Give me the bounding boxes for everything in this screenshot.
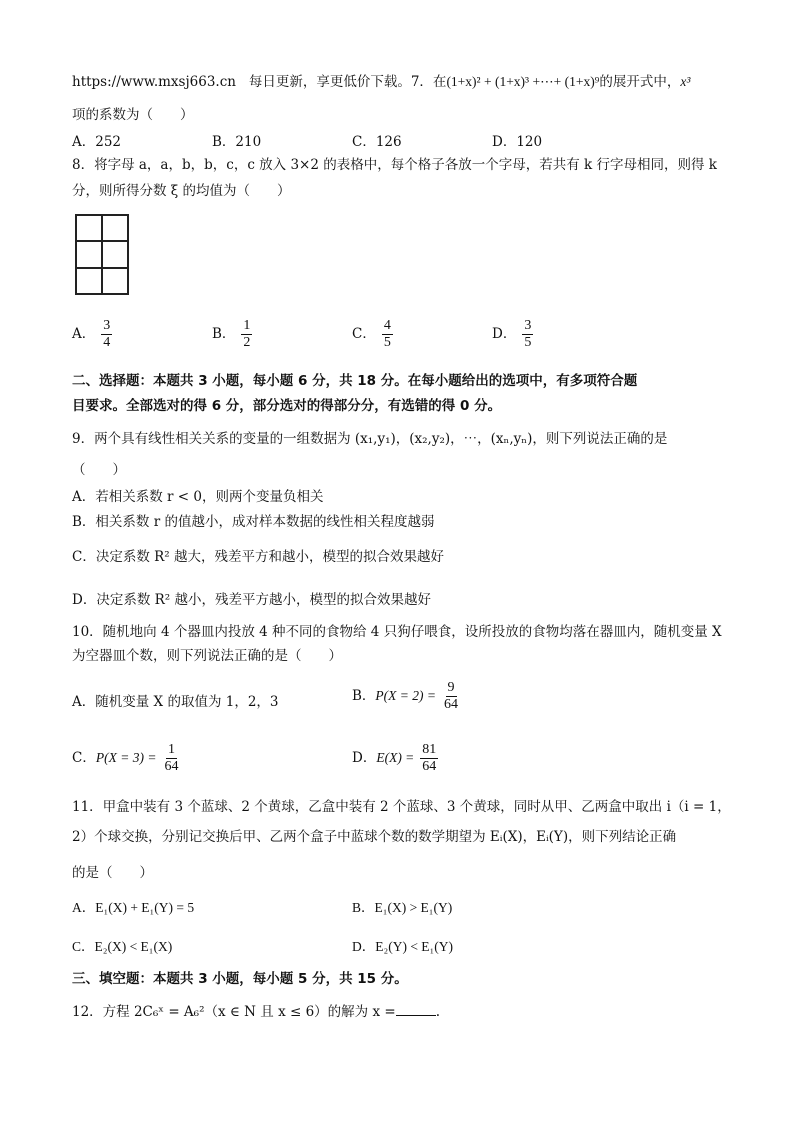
denominator: 5 [383,335,391,350]
q9-option-c[interactable]: C．决定系数 R² 越大，残差平方和越小，模型的拟合效果越好 [72,549,444,565]
fraction [420,742,438,775]
fraction [382,318,393,351]
fraction [162,742,180,775]
option-label: A． [72,326,96,342]
denominator: 5 [524,335,532,350]
denominator: 64 [164,759,179,774]
section2-heading-line2: 目要求。全部选对的得 6 分，部分选对的得部分分，有选错的得 0 分。 [72,398,502,414]
q9-line2: （ ） [72,462,126,478]
numerator: 9 [447,680,455,695]
option-label: D． [352,750,377,766]
q10-line1: 10．随机地向 4 个器皿内投放 4 种不同的食物给 4 只狗仔喂食，设所投放的食物均落在器皿内，随机变量 X [72,624,722,640]
q8-line2: 分，则所得分数 ξ 的均值为（ ） [72,183,291,199]
q7-stem-b: 的展开式中， [599,74,681,90]
q9-option-d[interactable]: D．决定系数 R² 越小，残差平方越小，模型的拟合效果越好 [72,592,431,608]
q11-option-b[interactable]: B．E₁(X) > E₁(Y) [352,900,453,915]
section3-heading: 三、填空题：本题共 3 小题，每小题 5 分，共 15 分。 [72,971,408,987]
q8-table-3x2 [75,214,129,295]
fraction [442,680,460,713]
q12-answer-blank[interactable] [396,1001,436,1016]
numerator: 4 [383,318,391,333]
site-notice: 每日更新，享更低价下载。 [248,74,411,90]
table-cell [76,215,102,241]
q7-line1 [72,71,732,93]
q8-option-b[interactable] [212,318,252,351]
q11-option-a[interactable]: A．E₁(X) + E₁(Y) = 5 [72,900,195,915]
q9-option-a[interactable]: A．若相关系数 r < 0，则两个变量负相关 [72,489,324,505]
option-expression: E(X) = [376,750,415,765]
q10-option-d[interactable] [352,742,438,775]
q12-stem: 12．方程 2C₆ˣ = A₆²（x ∈ N 且 x ≤ 6）的解为 x = [72,1004,396,1020]
q10-option-a[interactable]: A．随机变量 X 的取值为 1，2，3 [72,694,279,710]
denominator: 64 [422,759,437,774]
option-label: C． [352,326,376,342]
numerator: 3 [524,318,532,333]
fraction [522,318,533,351]
q7-expression: (1+x)² + (1+x)³ +⋯+ (1+x)⁹ [446,74,600,89]
q11-option-d[interactable]: D．E₂(Y) < E₁(Y) [352,939,453,954]
option-label: C． [72,750,96,766]
q10-line2: 为空器皿个数，则下列说法正确的是（ ） [72,648,342,664]
option-expression: P(X = 3) = [95,750,157,765]
option-label: B． [212,326,236,342]
q9-line1: 9．两个具有线性相关关系的变量的一组数据为 (x₁,y₁)，(x₂,y₂)，⋯，(xₙ,yₙ)，则下列说法正确的是 [72,431,668,447]
numerator: 1 [243,318,251,333]
option-expression: P(X = 2) = [375,688,437,703]
q8-option-c[interactable] [352,318,393,351]
q9-option-b[interactable]: B．相关系数 r 的值越小，成对样本数据的线性相关程度越弱 [72,514,435,530]
q10-option-b[interactable] [352,680,460,713]
fraction [241,318,252,351]
option-label: D． [492,326,517,342]
denominator: 4 [103,335,111,350]
q7-option-c[interactable]: C．126 [352,134,402,150]
table-cell [102,268,128,294]
q8-option-d[interactable] [492,318,533,351]
table-cell [102,215,128,241]
q10-option-c[interactable] [72,742,180,775]
denominator: 64 [444,697,459,712]
option-label: B． [352,688,376,704]
q8-option-a[interactable] [72,318,112,351]
q7-term: x³ [680,74,691,89]
q11-line3: 的是（ ） [72,865,153,881]
q12-end: . [435,1004,440,1020]
section2-heading-line1: 二、选择题：本题共 3 小题，每小题 6 分，共 18 分。在每小题给出的选项中，有多项符合题 [72,373,638,389]
q7-option-b[interactable]: B．210 [212,134,262,150]
q11-line2: 2）个球交换，分别记交换后甲、乙两个盒子中蓝球个数的数学期望为 Eᵢ(X)，Eᵢ(Y)，则下列结论正确 [72,829,677,845]
site-url: https://www.mxsj663.cn [72,74,236,90]
numerator: 81 [422,742,437,757]
q7-option-d[interactable]: D．120 [492,134,543,150]
table-cell [76,241,102,267]
q11-option-c[interactable]: C．E₂(X) < E₁(X) [72,939,173,954]
q12-line [72,1001,732,1023]
numerator: 3 [103,318,111,333]
fraction [101,318,112,351]
q8-line1: 8．将字母 a，a，b，b，c，c 放入 3×2 的表格中，每个格子各放一个字母，若共有 k 行字母相同，则得 k [72,157,717,173]
q7-stem-c: 项的系数为（ ） [72,107,194,123]
denominator: 2 [243,335,251,350]
table-cell [76,268,102,294]
q11-line1: 11．甲盒中装有 3 个蓝球、2 个黄球，乙盒中装有 2 个蓝球、3 个黄球，同时从甲、乙两盒中取出 i（i = 1， [72,799,731,815]
numerator: 1 [167,742,175,757]
q7-stem-a: 7．在 [410,74,447,90]
q7-option-a[interactable]: A．252 [72,134,122,150]
table-cell [102,241,128,267]
